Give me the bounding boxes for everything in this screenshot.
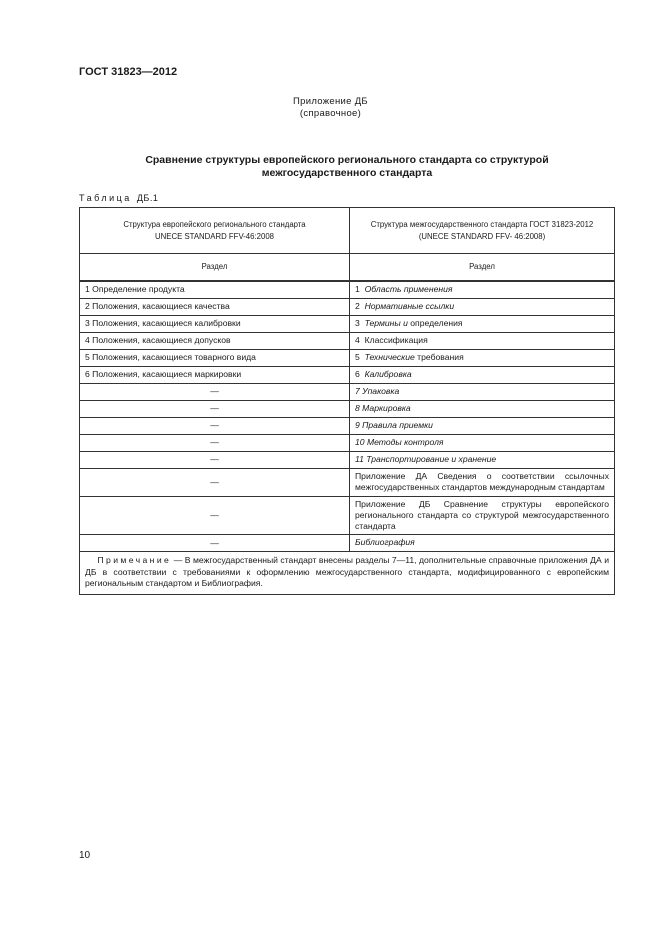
table-subheader-row: [80, 254, 615, 282]
table-row: [80, 316, 615, 333]
col2-header-line1: Структура межгосударственного стандарта ГОСТ 31823-2012: [370, 220, 594, 229]
table-cell-right: [350, 281, 615, 299]
table-row: [80, 469, 615, 497]
section-number: 6: [355, 369, 360, 379]
table-cell-left: 1 Определение продукта: [80, 281, 350, 299]
table-cell-right: [350, 316, 615, 333]
table-cell-left-dash: —: [80, 496, 350, 535]
section-number: 4: [355, 335, 360, 345]
table-row: [80, 452, 615, 469]
table-row: [80, 535, 615, 552]
section-number: 1: [355, 284, 360, 294]
table-cell-left-dash: —: [80, 452, 350, 469]
section-title-part: Технические: [364, 352, 415, 362]
document-title-line2: межгосударственного стандарта: [261, 167, 433, 179]
col1-header-line1: Структура европейского регионального стандарта: [123, 220, 306, 229]
table-cell-right: [350, 350, 615, 367]
section-title: Классификация: [364, 335, 428, 345]
table-note: [80, 552, 615, 595]
section-title: Нормативные ссылки: [364, 301, 455, 311]
table-row: [80, 496, 615, 535]
structure-comparison-table: [79, 207, 615, 595]
table-row: [80, 435, 615, 452]
table-cell-right: [350, 299, 615, 316]
section-number: 3: [355, 318, 360, 328]
table-cell-left: 3 Положения, касающиеся калибровки: [80, 316, 350, 333]
table-cell-left-dash: —: [80, 418, 350, 435]
table-caption-word: Таблица: [79, 193, 132, 203]
section-title-part: определения: [410, 318, 463, 328]
table-row: [80, 350, 615, 367]
table-row: [80, 367, 615, 384]
col1-header: [80, 208, 350, 254]
table-cell-left-dash: —: [80, 469, 350, 497]
col2-header: [350, 208, 615, 254]
document-title: [80, 154, 614, 180]
col1-header-line2: UNECE STANDARD FFV-46:2008: [154, 231, 274, 241]
note-text: — В межгосударственный стандарт внесены разделы 7—11, дополнительные справочные приложения ДА и ДБ в соответствии с требованиями к оформлению межгосударственного стандарта, модифицированного с европейским региональным стандартом и Библиография.: [85, 555, 609, 589]
appendix-title: Приложение ДБ: [293, 96, 368, 107]
table-cell-left-dash: —: [80, 384, 350, 401]
document-title-line1: Сравнение структуры европейского регионального стандарта со структурой: [145, 154, 549, 166]
page-number: 10: [79, 850, 91, 861]
standard-id: ГОСТ 31823—2012: [79, 66, 178, 78]
col2-header-line2: (UNECE STANDARD FFV- 46:2008): [418, 231, 546, 241]
table-cell-left-dash: —: [80, 435, 350, 452]
section-title-part: и: [403, 318, 408, 328]
table-caption: [79, 193, 158, 203]
col1-subheader: Раздел: [80, 254, 350, 282]
table-note-row: [80, 552, 615, 595]
section-title: Калибровка: [364, 369, 412, 379]
table-row: [80, 281, 615, 299]
table-cell-right: Приложение ДБ Сравнение структуры европейского регионального стандарта со структурой межгосударственного стандарта: [350, 496, 615, 535]
table-cell-left: 2 Положения, касающиеся качества: [80, 299, 350, 316]
table-cell-right: [350, 367, 615, 384]
section-number: 5: [355, 352, 360, 362]
table-caption-number: ДБ.1: [136, 193, 159, 203]
table-row: [80, 333, 615, 350]
table-cell-right: Библиография: [350, 535, 615, 552]
table-cell-right: 9 Правила приемки: [350, 418, 615, 435]
table-row: [80, 401, 615, 418]
section-title: Область применения: [364, 284, 453, 294]
table-cell-right: 10 Методы контроля: [350, 435, 615, 452]
table-cell-left-dash: —: [80, 535, 350, 552]
table-cell-left-dash: —: [80, 401, 350, 418]
section-title-part: Термины: [364, 318, 401, 328]
table-row: [80, 418, 615, 435]
table-cell-right: 7 Упаковка: [350, 384, 615, 401]
note-label: Примечание: [97, 555, 172, 566]
table-cell-left: 6 Положения, касающиеся маркировки: [80, 367, 350, 384]
table-row: [80, 384, 615, 401]
table-cell-right: 11 Транспортирование и хранение: [350, 452, 615, 469]
table-cell-right: Приложение ДА Сведения о соответствии ссылочных межгосударственных стандартов международным стандартам: [350, 469, 615, 497]
table-header-row: [80, 208, 615, 254]
table-cell-left: 4 Положения, касающиеся допусков: [80, 333, 350, 350]
table-cell-right: [350, 333, 615, 350]
section-title-part: требования: [417, 352, 464, 362]
table-row: [80, 299, 615, 316]
table-cell-left: 5 Положения, касающиеся товарного вида: [80, 350, 350, 367]
table-cell-right: 8 Маркировка: [350, 401, 615, 418]
section-number: 2: [355, 301, 360, 311]
col2-subheader: Раздел: [350, 254, 615, 282]
appendix-kind: (справочное): [299, 108, 362, 119]
